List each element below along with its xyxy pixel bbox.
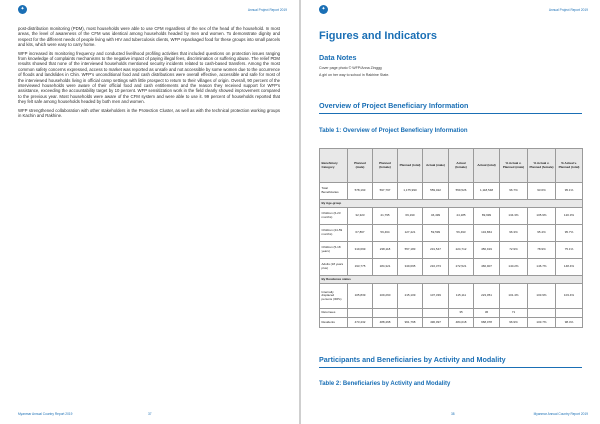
table-cell: 559,022	[423, 183, 449, 200]
section-label: By Residence status	[320, 276, 583, 284]
column-header: Actual (male)	[423, 149, 449, 183]
table-cell: 36	[474, 309, 500, 318]
table-cell: 597,797	[373, 183, 398, 200]
note-line: Cover page photo © WFP/Anna Zinggg	[319, 66, 382, 70]
table-cell: 95.4%	[528, 225, 556, 242]
divider	[319, 113, 582, 114]
table-cell: 103.4%	[556, 284, 583, 309]
wfp-logo-icon: ✦	[319, 5, 328, 14]
page-header: Annual Project Report 2019	[548, 8, 588, 12]
table-cell: 120.3%	[556, 208, 583, 225]
section-row	[320, 200, 583, 208]
table-cell: 456,919	[474, 242, 500, 259]
column-header: Beneficiary Category	[320, 149, 348, 183]
table-cell: 115,111	[449, 284, 474, 309]
table-cell: 272,521	[449, 259, 474, 276]
table-cell: 559,526	[449, 183, 474, 200]
table-cell: 101.4%	[500, 284, 528, 309]
row-label: Total Beneficiaries	[320, 183, 348, 200]
table-cell	[348, 309, 373, 318]
table-cell: 105,839	[348, 284, 373, 309]
table-row	[320, 242, 583, 259]
table-cell: 349,695	[398, 259, 423, 276]
table-cell	[423, 309, 449, 318]
footer-title: Myanmar Annual Country Report 2019	[533, 412, 588, 416]
table-cell: 103.9%	[528, 284, 556, 309]
page-header: Annual Project Report 2019	[247, 8, 287, 12]
table-cell: 134.3%	[500, 208, 528, 225]
column-header: Planned (total)	[398, 149, 423, 183]
table-cell: 134,864	[474, 225, 500, 242]
table-cell: 215,109	[398, 284, 423, 309]
table-cell: 223,051	[474, 284, 500, 309]
column-header: % Actual v. Planned (total)	[556, 149, 583, 183]
table2-title: Table 2: Beneficiaries by Activity and Modality	[319, 381, 451, 387]
table-row	[320, 309, 583, 318]
table-cell: 557,183	[398, 242, 423, 259]
table-cell: 32,323	[348, 208, 373, 225]
table-cell: 127,421	[398, 225, 423, 242]
table-cell: 78.9%	[528, 242, 556, 259]
wfp-logo-icon: ✦	[18, 5, 27, 14]
table-cell: 319,699	[348, 242, 373, 259]
column-header: Actual (female)	[449, 149, 474, 183]
table-cell	[556, 309, 583, 318]
table-cell: 72.9%	[500, 242, 528, 259]
table-cell: 69,190	[398, 208, 423, 225]
row-label: Adults (18 years plus)	[320, 259, 348, 276]
table-cell	[528, 309, 556, 318]
table-cell: 109,260	[373, 284, 398, 309]
table-cell: 75.1%	[556, 242, 583, 259]
table-cell: 103.7%	[528, 318, 556, 328]
column-header: Planned (female)	[373, 149, 398, 183]
row-label: Children (5-18 years)	[320, 242, 348, 259]
table-cell: 961,768	[398, 318, 423, 328]
table-row	[320, 284, 583, 309]
table-cell: 44,185	[449, 208, 474, 225]
table-row	[320, 208, 583, 225]
table-cell: 1,118,548	[474, 183, 500, 200]
participants-heading: Participants and Beneficiaries by Activity and Modality	[319, 355, 506, 364]
table-row	[320, 259, 583, 276]
body-text	[18, 26, 280, 122]
table-cell: 140.2%	[500, 259, 528, 276]
paragraph: WFP strengthened collaboration with other stakeholders in the Protection Cluster, as well as with the technical protection working groups in Kachin and Rakhine.	[18, 107, 280, 119]
row-label: Returnees	[320, 309, 348, 318]
table-cell: 95.7%	[556, 225, 583, 242]
beneficiary-table	[319, 148, 583, 328]
table-cell: 146.7%	[528, 259, 556, 276]
note-line: A girl on her way to school in Rakhine State.	[319, 73, 390, 77]
table-cell: 67,867	[348, 225, 373, 242]
table-cell: 105.9%	[528, 208, 556, 225]
table-cell: 216,373	[423, 259, 449, 276]
table-cell: 71	[500, 309, 528, 318]
column-header: Actual (total)	[474, 149, 500, 183]
table-cell: 96.9%	[500, 318, 528, 328]
page-number: 38	[451, 412, 455, 416]
table-cell: 107,339	[423, 284, 449, 309]
table-cell: 473,432	[348, 318, 373, 328]
row-label: Internally displaced persons (IDPs)	[320, 284, 348, 309]
table-cell: 224,712	[449, 242, 474, 259]
table-cell: 41,795	[373, 208, 398, 225]
table-cell: 96.7%	[500, 183, 528, 200]
table-cell: 968,078	[474, 318, 500, 328]
table-cell: 56,493	[449, 225, 474, 242]
table-cell: 89,999	[474, 208, 500, 225]
page-number: 37	[148, 412, 152, 416]
row-label: Children (24-59 months)	[320, 225, 348, 242]
divider	[319, 367, 582, 368]
table1-title: Table 1: Overview of Project Beneficiary Information	[319, 128, 468, 134]
page-title: Figures and Indicators	[319, 30, 437, 42]
table-cell: 193,775	[348, 259, 373, 276]
table-cell: 578,193	[348, 183, 373, 200]
table-cell: 488,468	[373, 318, 398, 328]
row-label: Residents	[320, 318, 348, 328]
column-header: % Actual v. Planned (female)	[528, 149, 556, 183]
table-row	[320, 225, 583, 242]
table-cell: 98.4%	[556, 318, 583, 328]
paragraph: post-distribution monitoring (PDM), most households were able to use CFM regardless of the sex of the head of the household. In most areas, the level of awareness of the CFM was identical among households headed by men and women. To demonstrate dignity and respect for the different needs of people living with HIV and tuberculosis clients, WFP repackaged food for these groups into small parcels and kits, which were easy to carry home.	[18, 26, 280, 48]
footer-title: Myanmar Annual Country Report 2019	[18, 412, 73, 416]
table-cell: 93.6%	[528, 183, 556, 200]
table-cell: 184,321	[373, 259, 398, 276]
table-cell: 46,499	[423, 208, 449, 225]
overview-heading: Overview of Project Beneficiary Information	[319, 101, 469, 110]
right-page	[301, 0, 600, 424]
data-notes-heading: Data Notes	[319, 53, 357, 62]
table-cell: 231,547	[423, 242, 449, 259]
section-row	[320, 276, 583, 284]
left-page	[0, 0, 299, 424]
paragraph: WFP increased its monitoring frequency and conducted livelihood profiling activities that included questions on protection issues ranging from knowledge of complaints mechanisms to the negative impact of paying illegal fees, discrimination or suffering abuse. The relief PDM results showed that none of the interviewed households mentioned security incidents related to cash-based transfers. Among the most common safety concerns expressed, access to market was reported as unsafe and not accessible by some women due to the occurrence of floods and landslides in Chin. WFP's unconditional food and cash distributions were overall effective, accessible and safe for most of the interviewed households living in official camp settings with little prospect to return to their villages of origin. Overall, 90 percent of the interviewed households were aware of their official food and cash entitlements and the reason they received support for WFP's assistance, exceeding the accountability target by 10 percent. WFP sensitization work in the field clearly showed improvement compared to the previous year. Most households were aware of the CFM system and were able to use it. 99 percent of households reported that they felt safe among households headed by both men and women.	[18, 50, 280, 105]
table-cell: 96.3%	[500, 225, 528, 242]
row-label: Children (6-23 months)	[320, 208, 348, 225]
table-cell: 484,018	[449, 318, 474, 328]
table-cell	[373, 309, 398, 318]
table-cell: 148.4%	[556, 259, 583, 276]
table-cell: 35	[449, 309, 474, 318]
table-cell: 59,599	[423, 225, 449, 242]
section-label: By Age-group	[320, 200, 583, 208]
table-cell: 466,907	[474, 259, 500, 276]
column-header: % Actual v. Planned (male)	[500, 149, 528, 183]
table-row	[320, 183, 583, 200]
column-header: Planned (male)	[348, 149, 373, 183]
table-cell: 496,097	[423, 318, 449, 328]
table-cell	[398, 309, 423, 318]
table-cell: 238,118	[373, 242, 398, 259]
table-cell: 1,175,990	[398, 183, 423, 200]
table-cell: 59,464	[373, 225, 398, 242]
table-cell: 95.1%	[556, 183, 583, 200]
table-row	[320, 318, 583, 328]
